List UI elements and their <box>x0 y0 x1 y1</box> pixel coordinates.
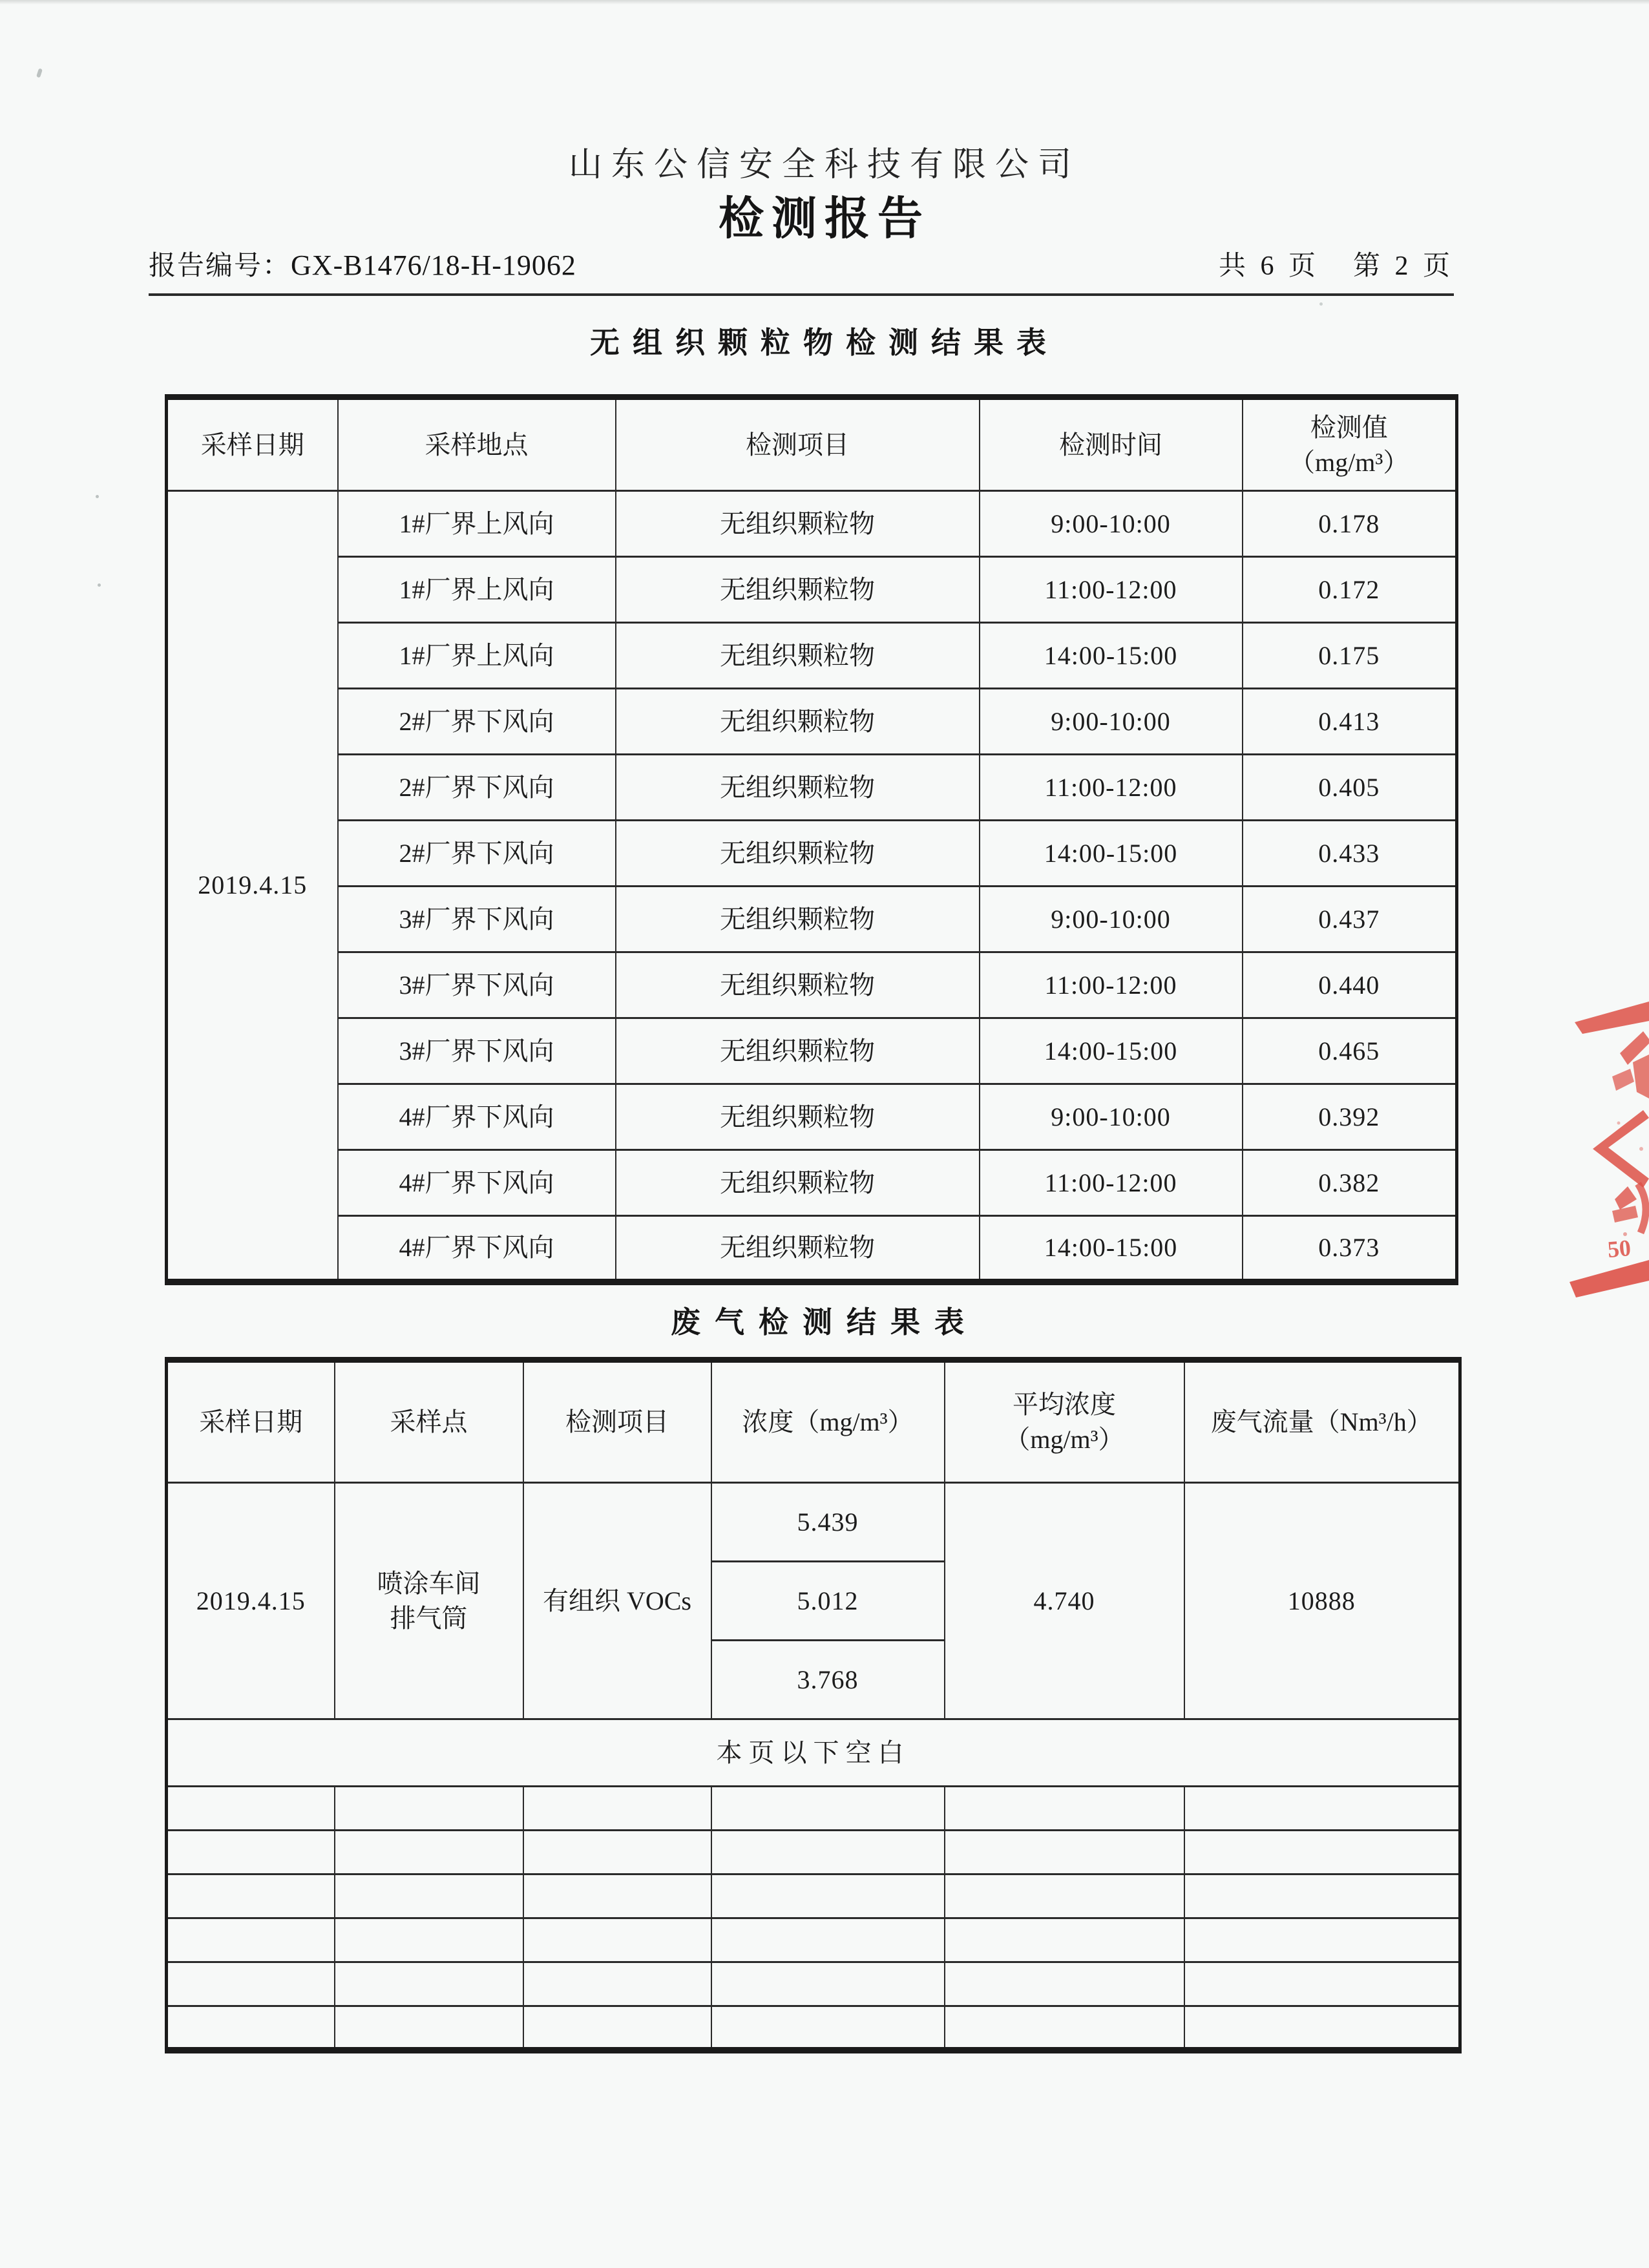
col-header-sample-date: 采样日期 <box>167 397 338 491</box>
col-header-sample-site: 采样地点 <box>338 397 616 491</box>
concentration-cell: 5.012 <box>711 1562 945 1641</box>
value-cell: 0.437 <box>1243 887 1457 952</box>
red-stamp-fragment <box>1548 994 1649 1297</box>
col-header-test-item: 检测项目 <box>616 397 980 491</box>
table-row <box>167 1150 1457 1216</box>
col-header-test-time: 检测时间 <box>980 397 1243 491</box>
empty-row <box>167 1962 1460 2006</box>
empty-cell <box>523 1787 711 1831</box>
concentration-cell: 3.768 <box>711 1641 945 1719</box>
item-cell: 无组织颗粒物 <box>616 952 980 1018</box>
sample-date-cell: 2019.4.15 <box>167 491 338 1282</box>
time-cell: 11:00-12:00 <box>980 952 1243 1018</box>
item-cell: 无组织颗粒物 <box>616 1084 980 1150</box>
company-name: 山东公信安全科技有限公司 <box>568 147 1080 184</box>
table-row <box>167 1483 1460 1562</box>
exhaust-results-table <box>165 1357 1462 2053</box>
col-header-sample-point: 采样点 <box>335 1360 523 1483</box>
time-cell: 9:00-10:00 <box>980 491 1243 557</box>
empty-cell <box>1184 1918 1460 1962</box>
concentration-cell: 5.439 <box>711 1483 945 1562</box>
site-cell: 3#厂界下风向 <box>338 1018 616 1084</box>
table-row <box>167 557 1457 623</box>
col-header-test-value <box>1243 397 1457 491</box>
table-row <box>167 821 1457 887</box>
empty-cell <box>1184 1874 1460 1918</box>
average-cell: 4.740 <box>945 1483 1184 1719</box>
page-total: 共 6 页 <box>1218 251 1319 281</box>
exhaust-table-title: 废气检测结果表 <box>671 1306 978 1339</box>
empty-row <box>167 1831 1460 1874</box>
item-cell: 无组织颗粒物 <box>616 623 980 689</box>
empty-cell <box>711 1918 945 1962</box>
table-row <box>167 1084 1457 1150</box>
time-cell: 11:00-12:00 <box>980 755 1243 821</box>
table-row <box>167 887 1457 952</box>
table-header-row <box>167 397 1457 491</box>
value-cell: 0.433 <box>1243 821 1457 887</box>
item-cell: 无组织颗粒物 <box>616 755 980 821</box>
empty-cell <box>945 1874 1184 1918</box>
value-cell: 0.172 <box>1243 557 1457 623</box>
time-cell: 14:00-15:00 <box>980 1216 1243 1282</box>
value-cell: 0.178 <box>1243 491 1457 557</box>
time-cell: 11:00-12:00 <box>980 1150 1243 1216</box>
item-cell: 无组织颗粒物 <box>616 1018 980 1084</box>
empty-cell <box>945 2006 1184 2050</box>
table-row <box>167 1018 1457 1084</box>
item-cell: 无组织颗粒物 <box>616 1150 980 1216</box>
empty-cell <box>945 1962 1184 2006</box>
empty-cell <box>523 2006 711 2050</box>
table-row <box>167 952 1457 1018</box>
col-header-flow: 废气流量（Nm³/h） <box>1184 1360 1460 1483</box>
col-header-test-item: 检测项目 <box>523 1360 711 1483</box>
table-header-row <box>167 1360 1460 1483</box>
site-cell: 4#厂界下风向 <box>338 1150 616 1216</box>
value-cell: 0.392 <box>1243 1084 1457 1150</box>
empty-cell <box>711 1787 945 1831</box>
col-header-concentration: 浓度（mg/m³） <box>711 1360 945 1483</box>
empty-cell <box>167 1918 335 1962</box>
flow-cell: 10888 <box>1184 1483 1460 1719</box>
site-cell: 3#厂界下风向 <box>338 887 616 952</box>
empty-cell <box>523 1962 711 2006</box>
sample-point-cell <box>335 1483 523 1719</box>
col-header-test-value-line1: 检测值 <box>1310 412 1388 442</box>
empty-cell <box>335 1962 523 2006</box>
empty-cell <box>945 1831 1184 1874</box>
empty-cell <box>711 1874 945 1918</box>
report-title: 检测报告 <box>719 194 930 244</box>
time-cell: 9:00-10:00 <box>980 887 1243 952</box>
sample-point-line1: 喷涂车间 <box>377 1568 481 1598</box>
empty-cell <box>167 1787 335 1831</box>
empty-row <box>167 2006 1460 2050</box>
empty-cell <box>335 1787 523 1831</box>
value-cell: 0.465 <box>1243 1018 1457 1084</box>
value-cell: 0.440 <box>1243 952 1457 1018</box>
time-cell: 14:00-15:00 <box>980 623 1243 689</box>
site-cell: 4#厂界下风向 <box>338 1084 616 1150</box>
value-cell: 0.373 <box>1243 1216 1457 1282</box>
empty-row <box>167 1918 1460 1962</box>
table-row <box>167 491 1457 557</box>
site-cell: 3#厂界下风向 <box>338 952 616 1018</box>
empty-cell <box>523 1874 711 1918</box>
item-cell: 无组织颗粒物 <box>616 1216 980 1282</box>
scan-speck <box>96 495 99 498</box>
pagination <box>1219 244 1454 283</box>
empty-cell <box>1184 1962 1460 2006</box>
empty-cell <box>945 1918 1184 1962</box>
particulate-results-table <box>165 394 1458 1285</box>
blank-note: 本页以下空白 <box>167 1719 1460 1787</box>
report-number-label: 报告编号： <box>149 251 291 281</box>
empty-cell <box>167 1831 335 1874</box>
empty-cell <box>335 2006 523 2050</box>
empty-cell <box>711 2006 945 2050</box>
sample-date-cell: 2019.4.15 <box>167 1483 335 1719</box>
empty-cell <box>711 1962 945 2006</box>
item-cell: 有组织 VOCs <box>523 1483 711 1719</box>
report-number <box>149 244 576 283</box>
table-row <box>167 623 1457 689</box>
stamp-digits: 50 <box>1606 1234 1632 1263</box>
particulate-table-title: 无组织颗粒物检测结果表 <box>590 326 1059 359</box>
scanner-edge-shadow <box>0 0 1649 5</box>
empty-cell <box>167 2006 335 2050</box>
table-row <box>167 755 1457 821</box>
site-cell: 2#厂界下风向 <box>338 755 616 821</box>
item-cell: 无组织颗粒物 <box>616 689 980 755</box>
empty-cell <box>945 1787 1184 1831</box>
table-row <box>167 1216 1457 1282</box>
empty-row <box>167 1874 1460 1918</box>
item-cell: 无组织颗粒物 <box>616 821 980 887</box>
time-cell: 9:00-10:00 <box>980 689 1243 755</box>
time-cell: 11:00-12:00 <box>980 557 1243 623</box>
table-row <box>167 689 1457 755</box>
blank-note-row <box>167 1719 1460 1787</box>
empty-cell <box>523 1918 711 1962</box>
value-cell: 0.382 <box>1243 1150 1457 1216</box>
empty-cell <box>167 1874 335 1918</box>
empty-cell <box>335 1831 523 1874</box>
col-header-average <box>945 1360 1184 1483</box>
value-cell: 0.413 <box>1243 689 1457 755</box>
item-cell: 无组织颗粒物 <box>616 557 980 623</box>
site-cell: 1#厂界上风向 <box>338 623 616 689</box>
empty-row <box>167 1787 1460 1831</box>
item-cell: 无组织颗粒物 <box>616 491 980 557</box>
time-cell: 14:00-15:00 <box>980 1018 1243 1084</box>
site-cell: 2#厂界下风向 <box>338 689 616 755</box>
page-current: 第 2 页 <box>1352 251 1454 281</box>
site-cell: 4#厂界下风向 <box>338 1216 616 1282</box>
item-cell: 无组织颗粒物 <box>616 887 980 952</box>
value-cell: 0.405 <box>1243 755 1457 821</box>
empty-cell <box>523 1831 711 1874</box>
value-cell: 0.175 <box>1243 623 1457 689</box>
col-header-average-unit: （mg/m³） <box>1004 1425 1124 1454</box>
site-cell: 1#厂界上风向 <box>338 557 616 623</box>
scan-speck <box>98 583 101 587</box>
empty-cell <box>335 1874 523 1918</box>
site-cell: 1#厂界上风向 <box>338 491 616 557</box>
col-header-average-line1: 平均浓度 <box>1013 1390 1116 1419</box>
empty-cell <box>1184 2006 1460 2050</box>
site-cell: 2#厂界下风向 <box>338 821 616 887</box>
empty-cell <box>167 1962 335 2006</box>
sample-point-line2: 排气筒 <box>390 1603 468 1633</box>
report-number-value: GX-B1476/18-H-19062 <box>291 249 576 281</box>
empty-cell <box>335 1918 523 1962</box>
col-header-test-value-unit: （mg/m³） <box>1289 447 1409 477</box>
scan-speck <box>36 68 43 78</box>
time-cell: 14:00-15:00 <box>980 821 1243 887</box>
empty-cell <box>711 1831 945 1874</box>
empty-cell <box>1184 1831 1460 1874</box>
time-cell: 9:00-10:00 <box>980 1084 1243 1150</box>
scan-speck <box>1319 302 1323 306</box>
empty-cell <box>1184 1787 1460 1831</box>
col-header-sample-date: 采样日期 <box>167 1360 335 1483</box>
report-meta-row <box>149 244 1454 296</box>
